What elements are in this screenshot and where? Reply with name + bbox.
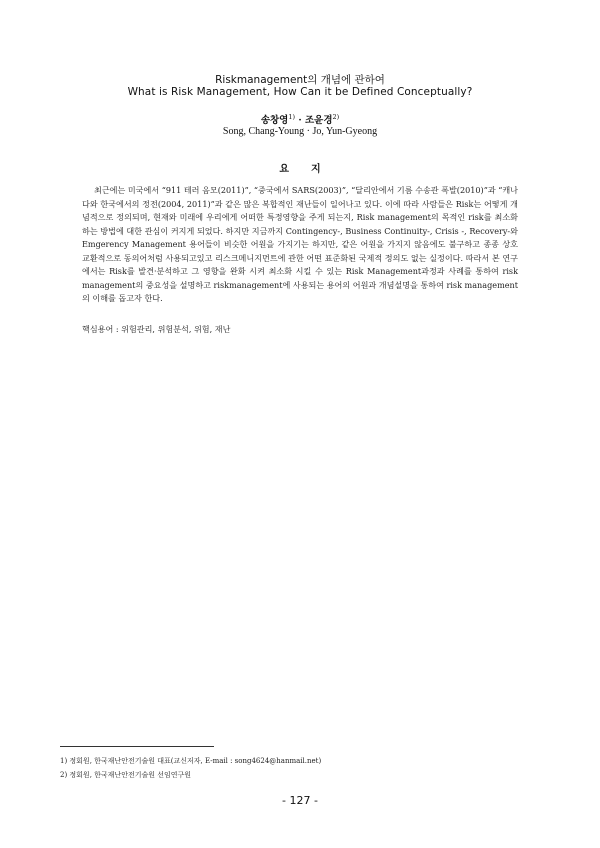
author-first-footnote-mark: 1)	[288, 112, 296, 121]
footnote-1: 1) 정회원, 한국재난안전기술원 대표(교신저자, E-mail : song4624@hanmail.net)	[60, 757, 322, 765]
author-second-name: 조윤경	[304, 115, 333, 126]
author-separator: ·	[295, 115, 305, 126]
author-first-name: 송창영	[260, 115, 289, 126]
footnote-divider	[60, 746, 214, 747]
page-number: - 127 -	[282, 794, 318, 807]
footnote-2: 2) 정회원, 한국재난안전기술원 선임연구원	[60, 771, 192, 779]
abstract-heading: 요지	[279, 164, 343, 175]
title-english: What is Risk Management, How Can it be Defined Conceptually?	[127, 86, 473, 98]
author-second-footnote-mark: 2)	[332, 112, 340, 121]
keywords: 핵심용어 : 위험관리, 위험분석, 위험, 재난	[82, 324, 231, 334]
authors-korean	[0, 112, 600, 126]
abstract-body: 최근에는 미국에서 “911 테러 음모(2011)”, “중국에서 SARS(2003)”, “달리안에서 기름 수송관 폭발(2010)”과 “캐나다와 한국에서의 정전(2004, 2011)”과 같은 많은 복합적인 재난들이 일어나고 있다. 이에 따라 사람들은 Risk는 어떻게 개념적으로 정의되며, 현재와 미래에 우리에게 어떠한 특정영향을 주게 되는지, Risk management의 목적인 risk를 최소화하는 방법에 대한 관심이 커지게 되었다. 하지만 지금까지 Contingency-, Business Continuity-, Crisis -, Recovery-와 Emgerency Management 용어들이 비슷한 어원을 가지기는 하지만, 같은 어원을 가지지 않음에도 불구하고 종종 상호 교환적으로 동의어처럼 사용되고있고 리스크메니지먼트에 관한 어떤 표준화된 국제적 정의도 없는 실정이다. 따라서 본 연구에서는 Risk를 발견·분석하고 그 영향을 완화 시켜 최소화 시킬 수 있는 Risk Management과정과 사례를 통하여 risk management의 중요성을 설명하고 riskmanagement에 사용되는 용어의 어원과 개념설명을 통하여 risk management의 이해를 돕고자 한다.	[82, 185, 519, 303]
authors-english: Song, Chang-Young · Jo, Yun-Gyeong	[222, 126, 378, 137]
title-korean: Riskmanagement의 개념에 관하여	[215, 74, 385, 86]
